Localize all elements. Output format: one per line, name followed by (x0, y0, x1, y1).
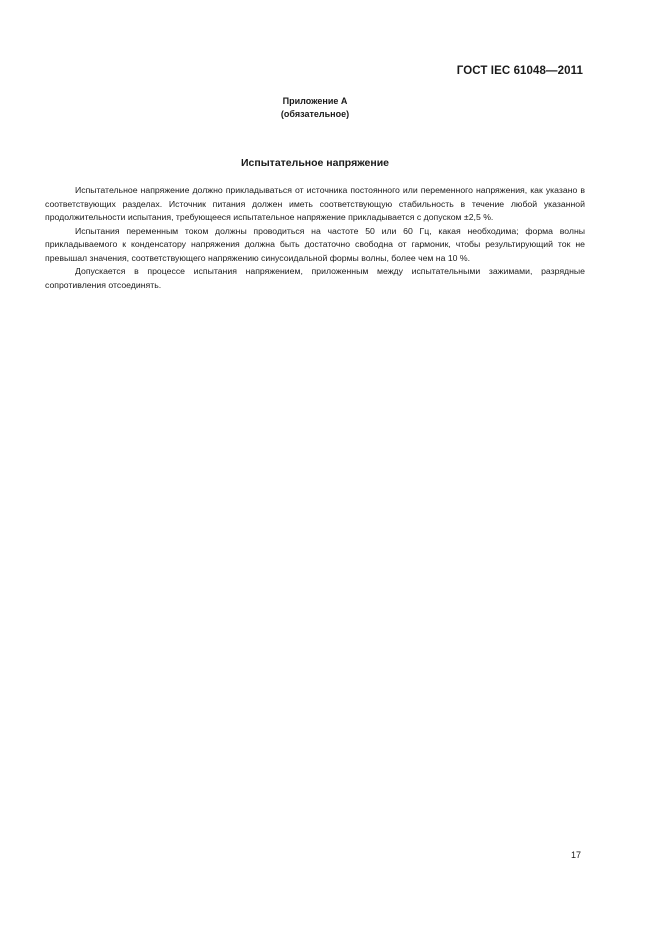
document-code: ГОСТ IEC 61048—2011 (456, 65, 583, 77)
paragraph-1: Испытательное напряжение должно прикладываться от источника постоянного или переменного напряжения, как указано в соответствующих разделах. Источник питания должен иметь соответствующую стабильность в течение любой указанной продолжительности испытания, требующееся испытательное напряжение прикладывается с допуском ±2,5 %. (45, 185, 585, 222)
annex-title: Приложение А (282, 96, 348, 106)
paragraph-2: Испытания переменным током должны проводиться на частоте 50 или 60 Гц, какая необходима; форма волны прикладываемого к конденсатору напряжения должна быть достаточно свободна от гармоник, чтобы результирующий ток не превышал значения, соответствующего напряжению синусоидальной формы волны, более чем на 10 %. (45, 225, 585, 263)
annex-status: (обязательное) (280, 109, 350, 119)
page-number: 17 (570, 850, 581, 860)
section-title: Испытательное напряжение (240, 157, 389, 169)
paragraph-3: Допускается в процессе испытания напряжением, приложенным между испытательными зажимами, разрядные сопротивления отсоединять. (45, 266, 585, 290)
body-text (45, 184, 585, 292)
annex-heading (0, 95, 630, 121)
